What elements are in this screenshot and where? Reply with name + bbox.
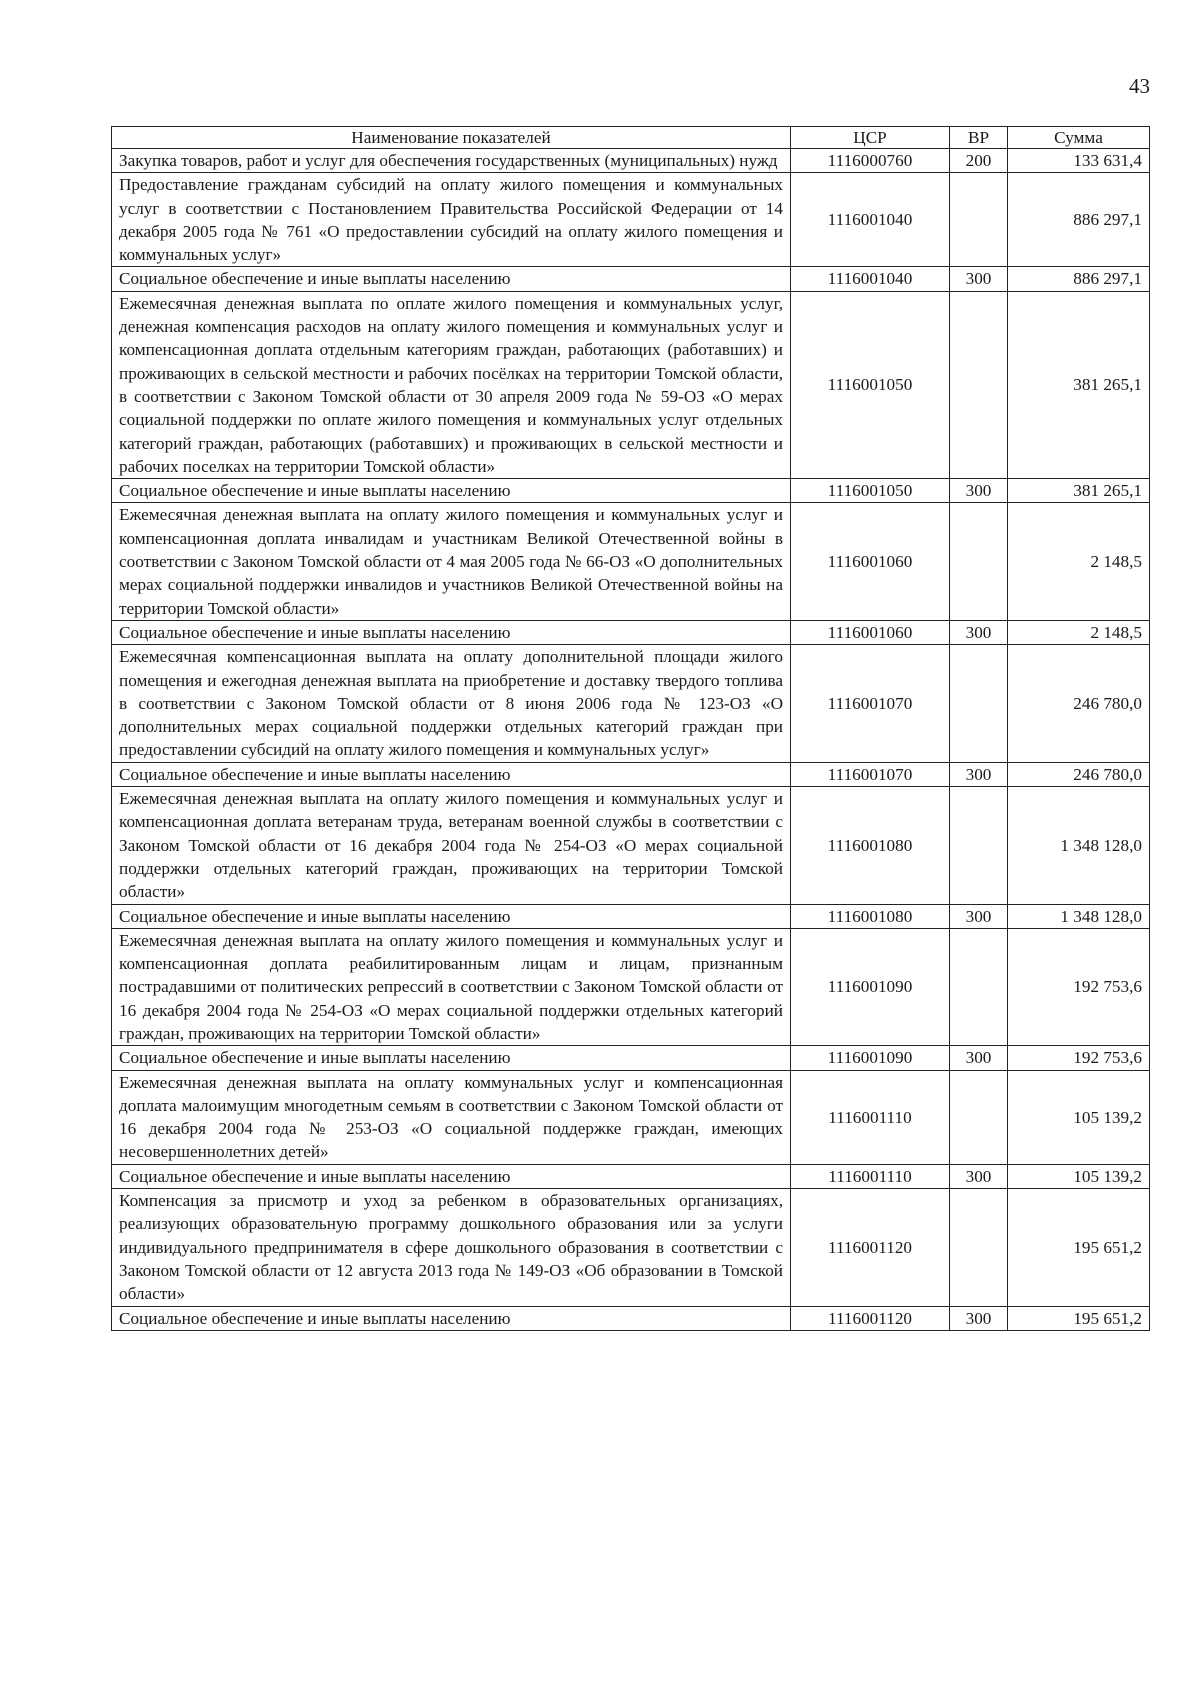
cell-sum: 246 780,0	[1008, 645, 1150, 762]
cell-name: Социальное обеспечение и иные выплаты населению	[112, 904, 791, 928]
cell-csr: 1116001070	[791, 762, 950, 786]
cell-sum: 192 753,6	[1008, 1046, 1150, 1070]
cell-csr: 1116001070	[791, 645, 950, 762]
table-row	[112, 173, 1150, 267]
page-number: 43	[1129, 74, 1150, 98]
cell-sum: 886 297,1	[1008, 267, 1150, 291]
cell-sum: 105 139,2	[1008, 1164, 1150, 1188]
cell-vr: 200	[950, 149, 1008, 173]
cell-name: Ежемесячная денежная выплата на оплату коммунальных услуг и компенсационная доплата малоимущим многодетным семьям в соответствии с Законом Томской области от 16 декабря 2004 года № 253-ОЗ «О социальной поддержке граждан, имеющих несовершеннолетних детей»	[112, 1070, 791, 1164]
table-row	[112, 149, 1150, 173]
cell-sum: 381 265,1	[1008, 291, 1150, 478]
cell-sum: 886 297,1	[1008, 173, 1150, 267]
cell-vr: 300	[950, 1306, 1008, 1330]
cell-csr: 1116001120	[791, 1306, 950, 1330]
cell-name: Социальное обеспечение и иные выплаты населению	[112, 1306, 791, 1330]
header-sum: Сумма	[1008, 127, 1150, 149]
cell-vr	[950, 173, 1008, 267]
cell-name: Социальное обеспечение и иные выплаты населению	[112, 479, 791, 503]
cell-name: Социальное обеспечение и иные выплаты населению	[112, 762, 791, 786]
cell-csr: 1116001050	[791, 479, 950, 503]
cell-name: Ежемесячная денежная выплата на оплату жилого помещения и коммунальных услуг и компенсационная доплата инвалидам и участникам Великой Отечественной войны в соответствии с Законом Томской области от 4 мая 2005 года № 66-ОЗ «О дополнительных мерах социальной поддержки инвалидов и участников Великой Отечественной войны на территории Томской области»	[112, 503, 791, 620]
cell-name: Социальное обеспечение и иные выплаты населению	[112, 267, 791, 291]
budget-table	[111, 126, 1150, 1331]
cell-sum: 2 148,5	[1008, 620, 1150, 644]
table-row	[112, 904, 1150, 928]
cell-name: Предоставление гражданам субсидий на оплату жилого помещения и коммунальных услуг в соответствии с Постановлением Правительства Российской Федерации от 14 декабря 2005 года № 761 «О предоставлении субсидий на оплату жилого помещения и коммунальных услуг»	[112, 173, 791, 267]
table-row	[112, 645, 1150, 762]
cell-csr: 1116001060	[791, 503, 950, 620]
table-row	[112, 1164, 1150, 1188]
cell-vr: 300	[950, 1046, 1008, 1070]
cell-sum: 2 148,5	[1008, 503, 1150, 620]
cell-csr: 1116001060	[791, 620, 950, 644]
table-row	[112, 1189, 1150, 1306]
cell-csr: 1116001090	[791, 928, 950, 1045]
cell-vr: 300	[950, 479, 1008, 503]
cell-sum: 195 651,2	[1008, 1306, 1150, 1330]
table-row	[112, 291, 1150, 478]
cell-sum: 381 265,1	[1008, 479, 1150, 503]
cell-name: Ежемесячная денежная выплата на оплату жилого помещения и коммунальных услуг и компенсационная доплата реабилитированным лицам и лицам, признанным пострадавшими от политических репрессий в соответствии с Законом Томской области от 16 декабря 2004 года № 254-ОЗ «О мерах социальной поддержки отдельных категорий граждан, проживающих на территории Томской области»	[112, 928, 791, 1045]
header-vr: ВР	[950, 127, 1008, 149]
cell-vr: 300	[950, 1164, 1008, 1188]
cell-csr: 1116001090	[791, 1046, 950, 1070]
cell-vr: 300	[950, 267, 1008, 291]
cell-name: Закупка товаров, работ и услуг для обеспечения государственных (муниципальных) нужд	[112, 149, 791, 173]
table-row	[112, 1306, 1150, 1330]
cell-vr: 300	[950, 904, 1008, 928]
cell-csr: 1116001120	[791, 1189, 950, 1306]
header-name: Наименование показателей	[112, 127, 791, 149]
table-row	[112, 267, 1150, 291]
cell-vr	[950, 1189, 1008, 1306]
cell-csr: 1116001110	[791, 1164, 950, 1188]
cell-csr: 1116001050	[791, 291, 950, 478]
table-row	[112, 762, 1150, 786]
table-row	[112, 1070, 1150, 1164]
cell-csr: 1116001080	[791, 904, 950, 928]
cell-vr	[950, 645, 1008, 762]
cell-csr: 1116001110	[791, 1070, 950, 1164]
cell-csr: 1116001040	[791, 267, 950, 291]
cell-vr	[950, 503, 1008, 620]
cell-vr: 300	[950, 762, 1008, 786]
cell-csr: 1116001080	[791, 787, 950, 904]
cell-name: Ежемесячная компенсационная выплата на оплату дополнительной площади жилого помещения и ежегодная денежная выплата на приобретение и доставку твердого топлива в соответствии с Законом Томской области от 8 июня 2006 года № 123-ОЗ «О дополнительных мерах социальной поддержки отдельных категорий граждан при предоставлении субсидий на оплату жилого помещения и коммунальных услуг»	[112, 645, 791, 762]
cell-name: Ежемесячная денежная выплата по оплате жилого помещения и коммунальных услуг, денежная компенсация расходов на оплату жилого помещения и коммунальных услуг и компенсационная доплата отдельным категориям граждан, работающих (работавших) и проживающих в сельской местности и рабочих посёлках на территории Томской области, в соответствии с Законом Томской области от 30 апреля 2009 года № 59-ОЗ «О мерах социальной поддержки по оплате жилого помещения и коммунальных услуг отдельных категорий граждан, работающих (работавших) и проживающих в сельской местности и рабочих поселках на территории Томской области»	[112, 291, 791, 478]
table-header-row	[112, 127, 1150, 149]
table-row	[112, 479, 1150, 503]
cell-sum: 1 348 128,0	[1008, 787, 1150, 904]
table-row	[112, 1046, 1150, 1070]
cell-sum: 192 753,6	[1008, 928, 1150, 1045]
cell-sum: 133 631,4	[1008, 149, 1150, 173]
cell-vr	[950, 787, 1008, 904]
table-row	[112, 928, 1150, 1045]
cell-name: Социальное обеспечение и иные выплаты населению	[112, 1164, 791, 1188]
cell-vr: 300	[950, 620, 1008, 644]
table-row	[112, 787, 1150, 904]
cell-sum: 105 139,2	[1008, 1070, 1150, 1164]
cell-csr: 1116000760	[791, 149, 950, 173]
cell-vr	[950, 291, 1008, 478]
cell-sum: 195 651,2	[1008, 1189, 1150, 1306]
cell-vr	[950, 1070, 1008, 1164]
cell-sum: 1 348 128,0	[1008, 904, 1150, 928]
table-row	[112, 503, 1150, 620]
cell-name: Ежемесячная денежная выплата на оплату жилого помещения и коммунальных услуг и компенсационная доплата ветеранам труда, ветеранам военной службы в соответствии с Законом Томской области от 16 декабря 2004 года № 254-ОЗ «О мерах социальной поддержки отдельных категорий граждан, проживающих на территории Томской области»	[112, 787, 791, 904]
cell-sum: 246 780,0	[1008, 762, 1150, 786]
cell-name: Компенсация за присмотр и уход за ребенком в образовательных организациях, реализующих образовательную программу дошкольного образования или за услуги индивидуального предпринимателя в сфере дошкольного образования в соответствии с Законом Томской области от 12 августа 2013 года № 149-ОЗ «Об образовании в Томской области»	[112, 1189, 791, 1306]
cell-csr: 1116001040	[791, 173, 950, 267]
cell-name: Социальное обеспечение и иные выплаты населению	[112, 1046, 791, 1070]
cell-name: Социальное обеспечение и иные выплаты населению	[112, 620, 791, 644]
header-csr: ЦСР	[791, 127, 950, 149]
table-row	[112, 620, 1150, 644]
cell-vr	[950, 928, 1008, 1045]
